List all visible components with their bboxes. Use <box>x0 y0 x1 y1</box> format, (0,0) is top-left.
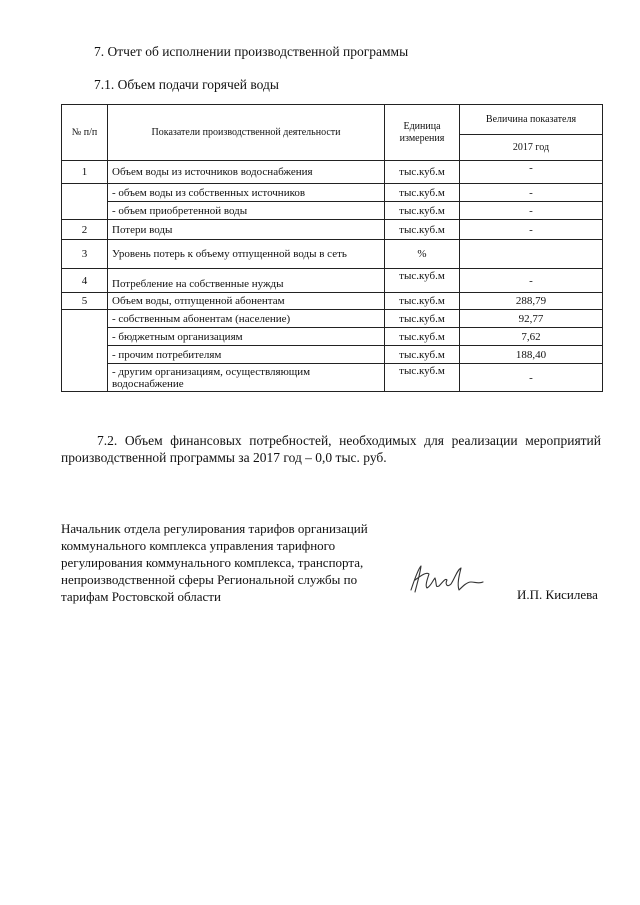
table-row <box>62 328 603 346</box>
row-value: - <box>460 161 603 184</box>
row-unit: тыс.куб.м <box>385 202 460 220</box>
table-row <box>62 161 603 184</box>
header-unit: Единица измерения <box>385 105 460 161</box>
row-name: Потребление на собственные нужды <box>108 269 385 293</box>
row-unit: тыс.куб.м <box>385 293 460 310</box>
table-row <box>62 346 603 364</box>
row-name: - объем приобретенной воды <box>108 202 385 220</box>
table-row <box>62 240 603 269</box>
row-value: - <box>460 364 603 392</box>
row-value: - <box>460 220 603 240</box>
row-value: 92,77 <box>460 310 603 328</box>
table-row <box>62 269 603 293</box>
row-name: Объем воды из источников водоснабжения <box>108 161 385 184</box>
row-value: - <box>460 269 603 293</box>
table-row <box>62 220 603 240</box>
row-unit: тыс.куб.м <box>385 310 460 328</box>
row-number <box>62 184 108 220</box>
table-row <box>62 202 603 220</box>
row-number: 3 <box>62 240 108 269</box>
row-unit: тыс.куб.м <box>385 161 460 184</box>
row-name: Объем воды, отпущенной абонентам <box>108 293 385 310</box>
row-value: - <box>460 202 603 220</box>
row-name: - объем воды из собственных источников <box>108 184 385 202</box>
row-unit: тыс.куб.м <box>385 220 460 240</box>
report-table <box>61 104 603 392</box>
row-number: 5 <box>62 293 108 310</box>
row-value: 288,79 <box>460 293 603 310</box>
row-unit: тыс.куб.м <box>385 346 460 364</box>
table-row <box>62 293 603 310</box>
row-unit: тыс.куб.м <box>385 364 460 392</box>
row-number: 2 <box>62 220 108 240</box>
row-name: Уровень потерь к объему отпущенной воды в сеть <box>108 240 385 269</box>
row-value: 188,40 <box>460 346 603 364</box>
table-header-row <box>62 105 603 135</box>
row-number <box>62 310 108 392</box>
row-number: 4 <box>62 269 108 293</box>
financial-note: 7.2. Объем финансовых потребностей, необходимых для реализации мероприятий производственной программы за 2017 год – 0,0 тыс. руб. <box>61 433 601 465</box>
row-unit: тыс.куб.м <box>385 269 460 293</box>
section-heading: 7. Отчет об исполнении производственной программы <box>94 44 409 59</box>
subsection-heading: 7.1. Объем подачи горячей воды <box>94 77 279 92</box>
table-row <box>62 184 603 202</box>
row-name: - прочим потребителям <box>108 346 385 364</box>
row-unit: % <box>385 240 460 269</box>
row-name: - бюджетным организациям <box>108 328 385 346</box>
header-value-group: Величина показателя <box>460 105 603 135</box>
row-name: - собственным абонентам (население) <box>108 310 385 328</box>
table-row <box>62 364 603 392</box>
row-number: 1 <box>62 161 108 184</box>
row-name: Потери воды <box>108 220 385 240</box>
header-name: Показатели производственной деятельности <box>108 105 385 161</box>
signatory-title: Начальник отдела регулирования тарифов организаций коммунального комплекса управления тарифного регулирования коммунального комплекса, транспорта, непроизводственной сферы Региональной службы по тарифам Ростовской области <box>61 521 368 604</box>
row-unit: тыс.куб.м <box>385 184 460 202</box>
row-unit: тыс.куб.м <box>385 328 460 346</box>
row-value <box>460 240 603 269</box>
handwritten-signature <box>405 560 485 600</box>
row-value: 7,62 <box>460 328 603 346</box>
row-value: - <box>460 184 603 202</box>
row-name: - другим организациям, осуществляющим водоснабжение <box>108 364 385 392</box>
header-year: 2017 год <box>460 135 603 161</box>
signatory-name: И.П. Кисилева <box>517 587 598 602</box>
header-no: № п/п <box>62 105 108 161</box>
table-row <box>62 310 603 328</box>
